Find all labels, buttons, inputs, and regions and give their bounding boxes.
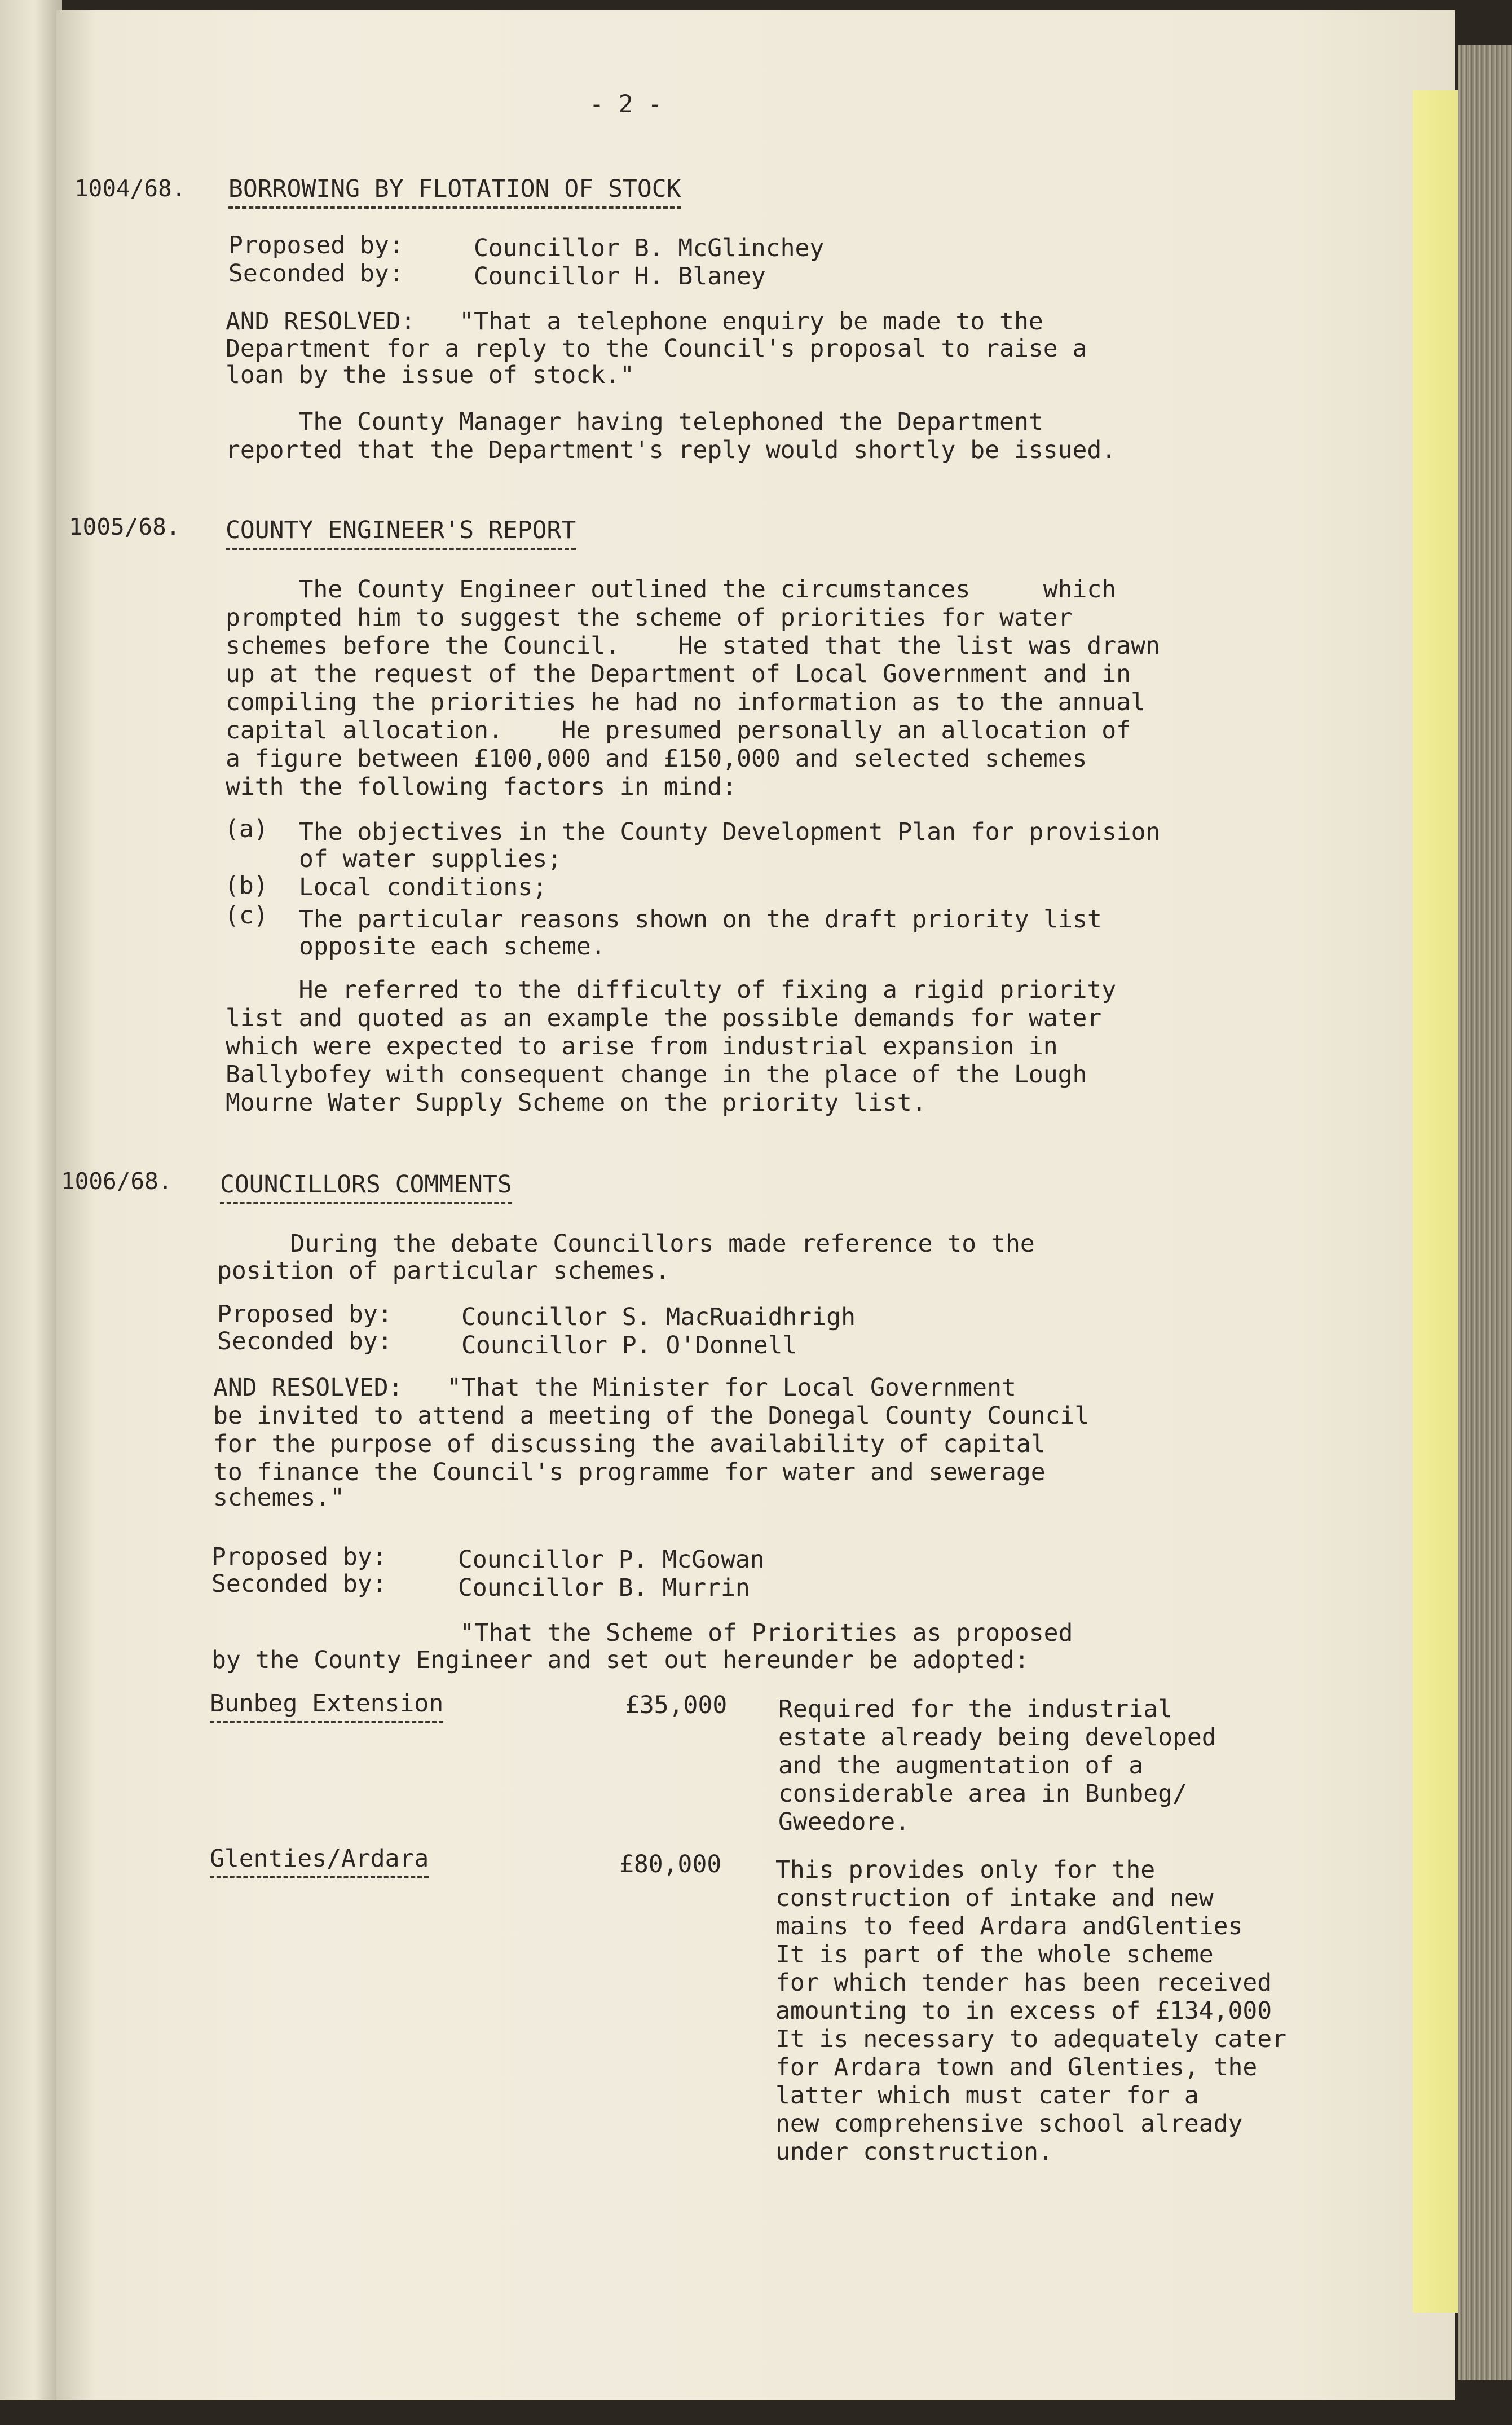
scheme-note: and the augmentation of a	[778, 1751, 1144, 1780]
factor-text: Local conditions;	[299, 873, 548, 901]
scheme-note: amounting to in excess of £134,000	[775, 1997, 1272, 2025]
resolution-line: to finance the Council's programme for water and sewerage	[213, 1458, 1046, 1486]
paragraph-line: compiling the priorities he had no information as to the annual	[226, 688, 1145, 716]
scheme-amount: £35,000	[625, 1691, 728, 1719]
bottom-shadow	[0, 2400, 1512, 2425]
paragraph-line: list and quoted as an example the possible demands for water	[226, 1004, 1102, 1032]
resolution-line: loan by the issue of stock."	[226, 361, 634, 389]
page-number: - 2 -	[589, 90, 663, 118]
minute-ref-1005: 1005/68.	[69, 513, 180, 540]
resolution-line: AND RESOLVED: "That the Minister for Local Government	[213, 1374, 1016, 1402]
scheme-note: new comprehensive school already	[775, 2110, 1243, 2138]
paragraph-line: Mourne Water Supply Scheme on the priority list.	[226, 1089, 927, 1117]
factor-label: (a)	[224, 815, 268, 843]
proposed-name-1006b: Councillor P. McGowan	[458, 1546, 765, 1574]
paragraph-line: up at the request of the Department of Local Government and in	[226, 660, 1131, 688]
factor-text: of water supplies;	[299, 845, 562, 873]
scheme-note: for which tender has been received	[775, 1969, 1272, 1997]
heading-county-engineer: COUNTY ENGINEER'S REPORT	[226, 516, 576, 550]
proposed-label-1006: Proposed by:	[217, 1300, 393, 1328]
paragraph-line: prompted him to suggest the scheme of priorities for water	[226, 604, 1073, 632]
scheme-note: It is part of the whole scheme	[775, 1940, 1214, 1969]
scheme-note: It is necessary to adequately cater	[775, 2025, 1287, 2053]
paragraph-line: The County Engineer outlined the circumstances which	[226, 575, 1117, 604]
scheme-name: Bunbeg Extension	[210, 1689, 443, 1723]
scheme-note: Gweedore.	[778, 1808, 910, 1836]
proposed-label-1004: Proposed by:	[228, 231, 404, 259]
resolution-line: be invited to attend a meeting of the Donegal County Council	[213, 1402, 1090, 1430]
resolution-line: for the purpose of discussing the availability of capital	[213, 1430, 1046, 1458]
seconded-name-1006: Councillor P. O'Donnell	[461, 1331, 797, 1359]
proposed-label-1006b: Proposed by:	[211, 1543, 387, 1571]
paragraph-line: He referred to the difficulty of fixing a rigid priority	[226, 976, 1117, 1004]
scheme-note: Required for the industrial	[778, 1695, 1172, 1723]
yellow-page-edge	[1413, 90, 1458, 2313]
page-stack-edge	[1458, 45, 1512, 2380]
scheme-note: considerable area in Bunbeg/	[778, 1780, 1187, 1808]
heading-borrowing: BORROWING BY FLOTATION OF STOCK	[228, 175, 681, 209]
scheme-note: construction of intake and new	[775, 1884, 1214, 1912]
seconded-name-1004: Councillor H. Blaney	[474, 262, 766, 291]
paragraph-line: capital allocation. He presumed personally an allocation of	[226, 716, 1131, 745]
paragraph-line: reported that the Department's reply would shortly be issued.	[226, 436, 1117, 464]
proposed-name-1006: Councillor S. MacRuaidhrigh	[461, 1303, 856, 1331]
minute-ref-1004: 1004/68.	[74, 175, 186, 202]
scheme-note: for Ardara town and Glenties, the	[775, 2053, 1258, 2081]
scheme-name: Glenties/Ardara	[210, 1845, 429, 1878]
factor-text: The particular reasons shown on the draft priority list	[299, 905, 1102, 934]
paragraph-line: schemes before the Council. He stated that the list was drawn	[226, 632, 1160, 660]
minute-ref-1006: 1006/68.	[61, 1168, 173, 1195]
proposed-name-1004: Councillor B. McGlinchey	[474, 234, 825, 262]
factor-text: The objectives in the County Development Plan for provision	[299, 818, 1161, 846]
paragraph-line: a figure between £100,000 and £150,000 and selected schemes	[226, 745, 1087, 773]
resolution-line: schemes."	[213, 1484, 345, 1512]
heading-councillors-comments: COUNCILLORS COMMENTS	[220, 1170, 512, 1204]
factor-text: opposite each scheme.	[299, 932, 606, 961]
scheme-amount: £80,000	[619, 1850, 722, 1878]
paragraph-line: During the debate Councillors made reference to the	[217, 1230, 1035, 1258]
intro-line: by the County Engineer and set out hereunder be adopted:	[211, 1646, 1029, 1674]
paragraph-line: Ballybofey with consequent change in the place of the Lough	[226, 1060, 1087, 1089]
intro-line: "That the Scheme of Priorities as proposed	[211, 1619, 1073, 1647]
seconded-label-1004: Seconded by:	[228, 259, 404, 288]
resolution-line: Department for a reply to the Council's proposal to raise a	[226, 335, 1087, 363]
seconded-label-1006b: Seconded by:	[211, 1570, 387, 1598]
factor-label: (b)	[224, 872, 268, 900]
scheme-note: This provides only for the	[775, 1856, 1156, 1884]
resolution-line: AND RESOLVED: "That a telephone enquiry be made to the	[226, 307, 1043, 336]
scheme-note: mains to feed Ardara andGlenties	[775, 1912, 1243, 1940]
paragraph-line: with the following factors in mind:	[226, 773, 737, 801]
paragraph-line: position of particular schemes.	[217, 1257, 670, 1285]
seconded-name-1006b: Councillor B. Murrin	[458, 1574, 750, 1602]
factor-label: (c)	[224, 901, 268, 930]
paragraph-line: The County Manager having telephoned the Department	[226, 408, 1043, 436]
paragraph-line: which were expected to arise from industrial expansion in	[226, 1032, 1058, 1060]
seconded-label-1006: Seconded by:	[217, 1327, 393, 1355]
scheme-note: latter which must cater for a	[775, 2081, 1199, 2110]
scheme-note: under construction.	[775, 2138, 1053, 2166]
scheme-note: estate already being developed	[778, 1723, 1216, 1751]
book-binding	[0, 0, 62, 2425]
